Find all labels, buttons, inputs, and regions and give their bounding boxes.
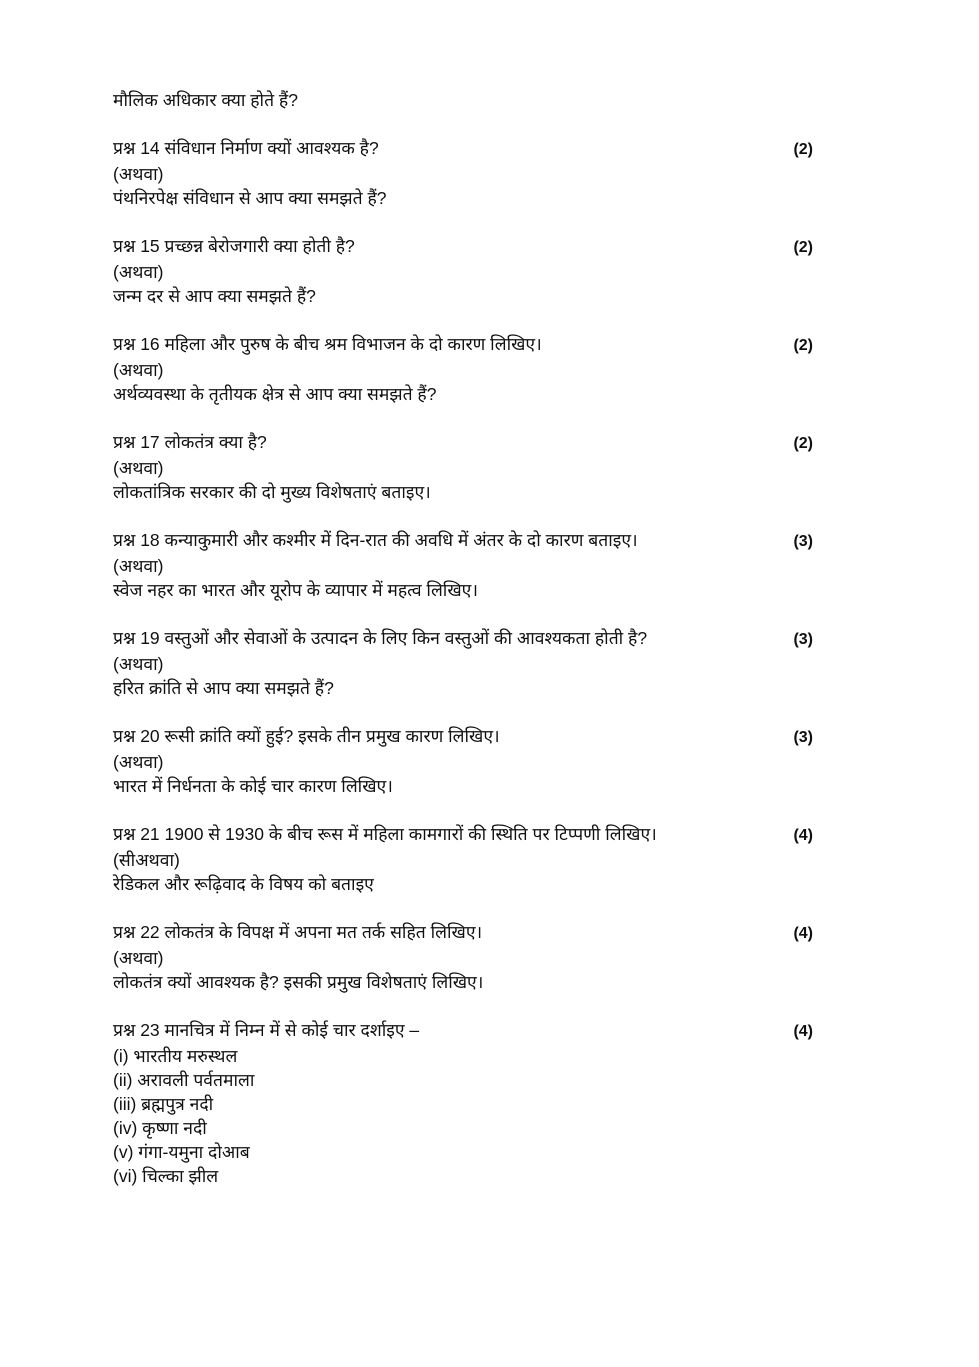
alternative-label: (अथवा): [113, 752, 164, 772]
alternative-text: रेडिकल और रूढ़िवाद के विषय को बताइए: [113, 874, 374, 894]
question-text: प्रश्न 20 रूसी क्रांति क्यों हुई? इसके तीन प्रमुख कारण लिखिए।: [113, 726, 500, 746]
question-block-22: [113, 920, 813, 994]
question-text: प्रश्न 19 वस्तुओं और सेवाओं के उत्पादन के लिए किन वस्तुओं की आवश्यकता होती है?: [113, 628, 648, 648]
question-block-17: [113, 430, 813, 504]
marks-value: (3): [793, 729, 813, 746]
list-item: (ii) अरावली पर्वतमाला: [113, 1070, 255, 1090]
question-main-row: [113, 724, 813, 750]
question-block-16: [113, 332, 813, 406]
question-block-21: [113, 822, 813, 896]
alternative-text: हरित क्रांति से आप क्या समझते हैं?: [113, 678, 334, 698]
question-text: प्रश्न 16 महिला और पुरुष के बीच श्रम विभाजन के दो कारण लिखिए।: [113, 334, 542, 354]
question-block-14: [113, 136, 813, 210]
question-block-23: [113, 1018, 813, 1188]
question-list: [113, 88, 813, 1188]
list-item: (i) भारतीय मरुस्थल: [113, 1046, 238, 1066]
alternative-label: (अथवा): [113, 556, 164, 576]
question-block-15: [113, 234, 813, 308]
question-main-row: [113, 332, 813, 358]
question-main-row: [113, 920, 813, 946]
alternative-label: (सीअथवा): [113, 850, 180, 870]
alternative-label: (अथवा): [113, 164, 164, 184]
question-text: प्रश्न 17 लोकतंत्र क्या है?: [113, 432, 267, 452]
list-item: (vi) चिल्का झील: [113, 1166, 219, 1186]
question-block-19: [113, 626, 813, 700]
question-main-row: [113, 626, 813, 652]
question-main-row: [113, 430, 813, 456]
marks-value: (2): [793, 239, 813, 256]
alternative-label: (अथवा): [113, 262, 164, 282]
marks-value: (3): [793, 631, 813, 648]
heading-line: मौलिक अधिकार क्या होते हैं?: [113, 90, 298, 110]
marks-value: (4): [793, 827, 813, 844]
marks-value: (2): [793, 141, 813, 158]
alternative-label: (अथवा): [113, 360, 164, 380]
marks-value: (3): [793, 533, 813, 550]
question-main-row: [113, 822, 813, 848]
question-block-18: [113, 528, 813, 602]
question-text: प्रश्न 18 कन्याकुमारी और कश्मीर में दिन-रात की अवधि में अंतर के दो कारण बताइए।: [113, 530, 638, 550]
alternative-text: जन्म दर से आप क्या समझते हैं?: [113, 286, 316, 306]
alternative-text: लोकतंत्र क्यों आवश्यक है? इसकी प्रमुख विशेषताएं लिखिए।: [113, 972, 484, 992]
list-item: (iii) ब्रह्मपुत्र नदी: [113, 1094, 214, 1114]
alternative-text: भारत में निर्धनता के कोई चार कारण लिखिए।: [113, 776, 393, 796]
alternative-text: लोकतांत्रिक सरकार की दो मुख्य विशेषताएं बताइए।: [113, 482, 431, 502]
alternative-label: (अथवा): [113, 948, 164, 968]
question-main-row: [113, 528, 813, 554]
question-main-row: [113, 234, 813, 260]
marks-value: (4): [793, 1023, 813, 1040]
question-text: प्रश्न 23 मानचित्र में निम्न में से कोई चार दर्शाइए –: [113, 1020, 420, 1040]
alternative-text: अर्थव्यवस्था के तृतीयक क्षेत्र से आप क्या समझते हैं?: [113, 384, 437, 404]
question-text: प्रश्न 22 लोकतंत्र के विपक्ष में अपना मत तर्क सहित लिखिए।: [113, 922, 483, 942]
marks-value: (4): [793, 925, 813, 942]
alternative-text: स्वेज नहर का भारत और यूरोप के व्यापार में महत्व लिखिए।: [113, 580, 478, 600]
alternative-label: (अथवा): [113, 654, 164, 674]
alternative-label: (अथवा): [113, 458, 164, 478]
question-text: प्रश्न 21 1900 से 1930 के बीच रूस में महिला कामगारों की स्थिति पर टिप्पणी लिखिए।: [113, 824, 657, 844]
question-text: प्रश्न 15 प्रच्छन्न बेरोजगारी क्या होती है?: [113, 236, 355, 256]
marks-value: (2): [793, 337, 813, 354]
list-item: (iv) कृष्णा नदी: [113, 1118, 207, 1138]
list-item: (v) गंगा-यमुना दोआब: [113, 1142, 250, 1162]
alternative-text: पंथनिरपेक्ष संविधान से आप क्या समझते हैं?: [113, 188, 387, 208]
question-text: प्रश्न 14 संविधान निर्माण क्यों आवश्यक है?: [113, 138, 379, 158]
question-block-20: [113, 724, 813, 798]
marks-value: (2): [793, 435, 813, 452]
question-main-row: [113, 1018, 813, 1044]
question-main-row: [113, 136, 813, 162]
